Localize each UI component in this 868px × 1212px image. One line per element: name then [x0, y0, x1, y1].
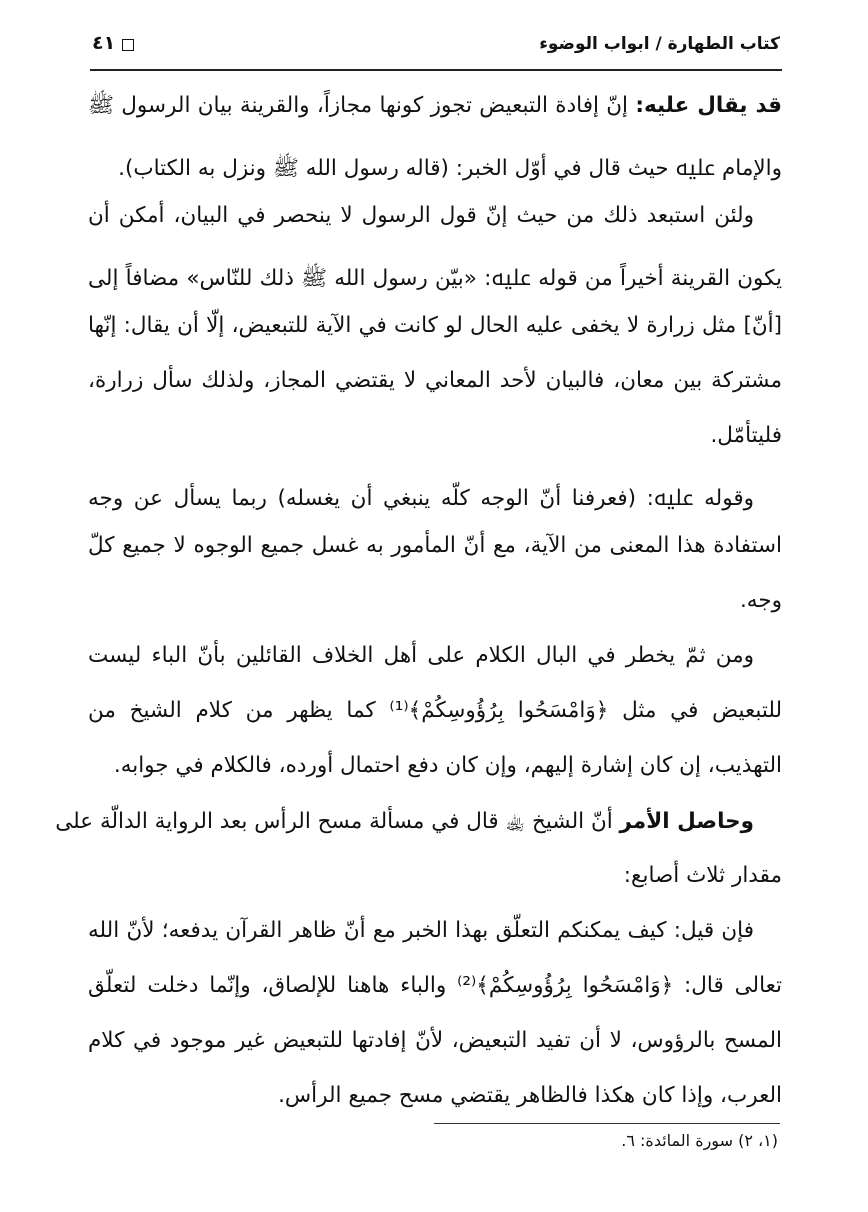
text-line	[55, 808, 782, 854]
text-line	[88, 368, 782, 414]
line-text: والإمام ﷷ حيث قال في أوّل الخبر: (قاله رسول الله ﷺ ونزل به الكتاب).	[118, 156, 782, 181]
bold-lead: قد يقال عليه:	[635, 93, 782, 118]
text-line	[88, 753, 782, 799]
line-text: مقدار ثلاث أصابع:	[623, 863, 782, 888]
page-number: ٤١	[92, 32, 116, 54]
square-separator-icon	[122, 39, 134, 51]
line-text: فليتأمّل.	[710, 423, 782, 448]
line-text: ولئن استبعد ذلك من حيث إنّ قول الرسول لا ينحصر في البيان، أمكن أن	[88, 203, 754, 228]
text-line	[88, 918, 782, 964]
line-text: مشتركة بين معان، فالبيان لأحد المعاني لا يقتضي المجاز، ولذلك سأل زرارة،	[88, 368, 782, 393]
line-text: ومن ثمّ يخطر في البال الكلام على أهل الخلاف القائلين بأنّ الباء ليست	[88, 643, 754, 668]
line-text: وجه.	[739, 588, 782, 613]
line-text: تعالى قال: ﴿وَامْسَحُوا بِرُؤُوسِكُمْ﴾⁽²⁾ والباء هاهنا للإلصاق، وإنّما دخلت لتعلّق	[88, 973, 782, 998]
line-text: [أنّ] مثل زرارة لا يخفى عليه الحال لو كانت في الآية للتبعيض، إلّا أن يقال: إنّها	[88, 313, 782, 338]
text-line	[88, 148, 782, 194]
text-line	[88, 203, 782, 249]
line-text: للتبعيض في مثل ﴿وَامْسَحُوا بِرُؤُوسِكُمْ﴾⁽¹⁾ كما يظهر من كلام الشيخ من	[88, 698, 782, 723]
line-text: وقوله ﷷ: (فعرفنا أنّ الوجه كلّه ينبغي أن يغسله) ربما يسأل عن وجه	[88, 486, 754, 511]
text-line	[88, 478, 782, 524]
bold-lead: وحاصل الأمر	[619, 809, 754, 834]
line-text: التهذيب، إن كان إشارة إليهم، وإن كان دفع احتمال أورده، فالكلام في جوابه.	[113, 753, 782, 778]
text-line	[88, 1028, 782, 1074]
text-line	[88, 588, 782, 634]
footnote-rule	[434, 1123, 780, 1124]
running-header	[92, 30, 780, 60]
text-line	[88, 423, 782, 469]
line-text: المسح بالرؤوس، لا أن تفيد التبعيض، لأنّ إفادتها للتبعيض غير موجود في كلام	[88, 1028, 782, 1053]
line-text: استفادة هذا المعنى من الآية، مع أنّ المأمور به غسل جميع الوجوه لا جميع كلّ	[88, 533, 782, 558]
footnote: (١، ٢) سورة المائدة: ٦.	[621, 1131, 778, 1150]
text-line	[88, 92, 782, 138]
header-title: كتاب الطهارة / ابواب الوضوء	[539, 34, 780, 54]
text-line	[88, 1083, 782, 1121]
line-text: العرب، وإذا كان هكذا فالظاهر يقتضي مسح جميع الرأس.	[278, 1083, 782, 1108]
text-line	[88, 533, 782, 579]
line-text: إنّ إفادة التبعيض تجوز كونها مجازاً، والقرينة بيان الرسول ﷺ	[88, 93, 636, 118]
line-text: فإن قيل: كيف يمكنكم التعلّق بهذا الخبر مع أنّ ظاهر القرآن يدفعه؛ لأنّ الله	[88, 918, 754, 943]
text-line	[88, 258, 782, 304]
line-text: أنّ الشيخ ﵀ قال في مسألة مسح الرأس بعد الرواية الدالّة على	[55, 809, 620, 834]
text-line	[88, 643, 782, 689]
text-line	[88, 973, 782, 1019]
text-line	[88, 313, 782, 359]
text-line	[88, 863, 782, 909]
header-rule	[90, 69, 782, 71]
text-line	[88, 698, 782, 744]
line-text: يكون القرينة أخيراً من قوله ﷷ: «بيّن رسول الله ﷺ ذلك للنّاس» مضافاً إلى	[88, 266, 782, 291]
